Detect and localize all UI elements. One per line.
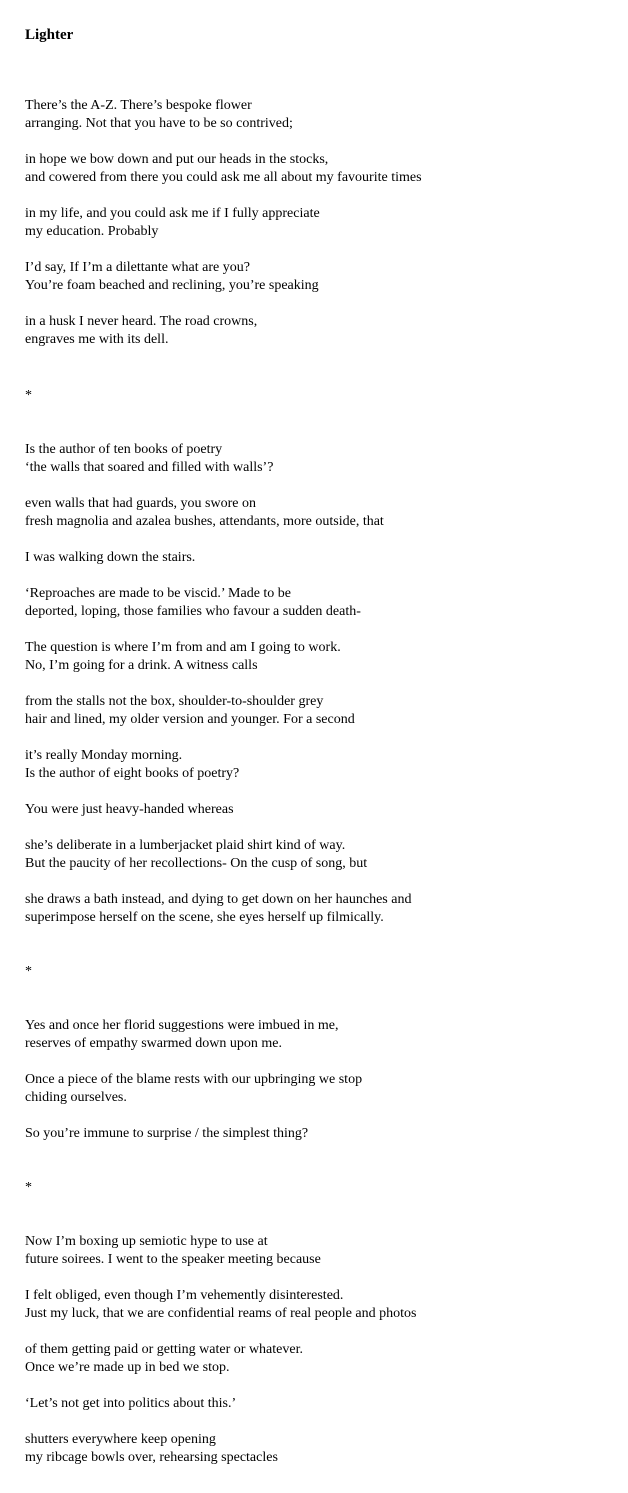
poem-line: my education. Probably [25,224,159,239]
poem-line: from the stalls not the box, shoulder-to-shoulder grey [25,694,324,709]
poem-line: I’d say, If I’m a dilettante what are you? [25,260,250,275]
poem-line: The question is where I’m from and am I going to work. [25,640,341,655]
poem-line: fresh magnolia and azalea bushes, attendants, more outside, that [25,514,384,529]
poem-line: it’s really Monday morning. [25,748,183,763]
poem-line: deported, loping, those families who favour a sudden death- [25,604,361,619]
poem-line: my ribcage bowls over, rehearsing spectacles [25,1450,278,1465]
poem-line: in a husk I never heard. The road crowns, [25,314,258,329]
poem-line: in my life, and you could ask me if I fully appreciate [25,206,320,221]
poem-line: You’re foam beached and reclining, you’re speaking [25,278,319,293]
poem-line: So you’re immune to surprise / the simplest thing? [25,1126,309,1141]
poem-line: she draws a bath instead, and dying to get down on her haunches and [25,892,412,907]
poem-line: reserves of empathy swarmed down upon me. [25,1036,282,1051]
poem-line: Once a piece of the blame rests with our upbringing we stop [25,1072,363,1087]
poem-line: ‘the walls that soared and filled with walls’? [25,460,274,475]
section-separator: * [25,964,32,979]
poem-line: Is the author of eight books of poetry? [25,766,240,781]
poem-line: Once we’re made up in bed we stop. [25,1360,230,1375]
section-separator: * [25,1180,32,1195]
poem-line: Yes and once her florid suggestions were imbued in me, [25,1018,339,1033]
poem-line: hair and lined, my older version and younger. For a second [25,712,355,727]
poem-line: You were just heavy-handed whereas [25,802,234,817]
poem-line: future soirees. I went to the speaker meeting because [25,1252,321,1267]
poem-line: she’s deliberate in a lumberjacket plaid shirt kind of way. [25,838,346,853]
poem-line: But the paucity of her recollections- On the cusp of song, but [25,856,368,871]
poem-line: ‘Let’s not get into politics about this.’ [25,1396,237,1411]
poem-line: There’s the A-Z. There’s bespoke flower [25,98,252,113]
poem-line: Just my luck, that we are confidential reams of real people and photos [25,1306,417,1321]
poem-line: and cowered from there you could ask me all about my favourite times [25,170,422,185]
poem-line: in hope we bow down and put our heads in the stocks, [25,152,329,167]
poem-line: I felt obliged, even though I’m vehemently disinterested. [25,1288,344,1303]
poem-line: shutters everywhere keep opening [25,1432,216,1447]
poem-line: ‘Reproaches are made to be viscid.’ Made to be [25,586,292,601]
poem-line: arranging. Not that you have to be so contrived; [25,116,293,131]
poem-line: chiding ourselves. [25,1090,127,1105]
poem-title: Lighter [25,27,74,43]
section-separator: * [25,388,32,403]
poem-line: superimpose herself on the scene, she eyes herself up filmically. [25,910,384,925]
poem-line: No, I’m going for a drink. A witness calls [25,658,258,673]
poem-line: Now I’m boxing up semiotic hype to use at [25,1234,268,1249]
poem-line: Is the author of ten books of poetry [25,442,223,457]
poem-line: engraves me with its dell. [25,332,169,347]
poem-line: of them getting paid or getting water or whatever. [25,1342,303,1357]
poem-line: I was walking down the stairs. [25,550,196,565]
poem-line: even walls that had guards, you swore on [25,496,256,511]
